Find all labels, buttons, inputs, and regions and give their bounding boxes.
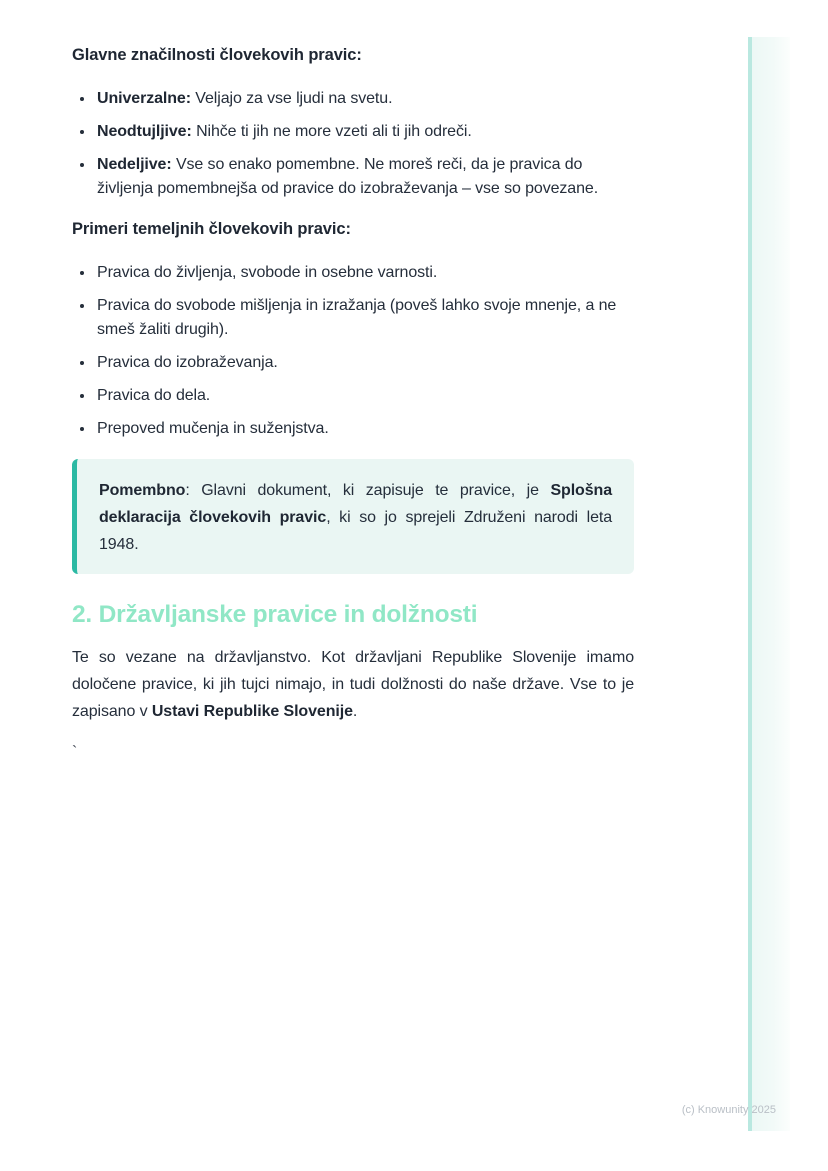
section2-heading: 2. Državljanske pravice in dolžnosti xyxy=(72,601,478,628)
list-item xyxy=(95,120,634,144)
document-content xyxy=(72,45,634,765)
callout-text: : Glavni dokument, ki zapisuje te pravice, je xyxy=(185,482,551,499)
copyright-footer: (c) Knowunity 2025 xyxy=(681,1104,776,1116)
list-item: • Prepoved mučenja in suženjstva. xyxy=(95,417,634,441)
features-list xyxy=(72,87,634,201)
list-item: • Pravica do izobraževanja. xyxy=(95,351,634,375)
list-item: • Pravica do življenja, svobode in osebne varnosti. xyxy=(95,261,634,285)
list-item-lead: Univerzalne: xyxy=(97,90,191,107)
list-item-lead: Nedeljive: xyxy=(97,156,172,173)
callout-lead: Pomembno xyxy=(99,482,186,499)
list-item xyxy=(95,87,634,111)
paragraph-text-end: . xyxy=(352,703,358,720)
features-heading: Glavne značilnosti človekovih pravic: xyxy=(72,46,362,64)
examples-list xyxy=(72,261,634,441)
list-item: • Pravica do svobode mišljenja in izražanja (poveš lahko svoje mnenje, a ne smeš žaliti drugih). xyxy=(95,294,634,342)
next-page-edge xyxy=(748,37,790,1131)
list-item xyxy=(95,153,634,201)
important-callout xyxy=(72,459,634,574)
callout-text-end: , ki so jo sprejeli Združeni narodi leta 1948. xyxy=(99,509,613,553)
stray-backtick: ` xyxy=(72,744,78,761)
paragraph-bold-term: Ustavi Republike Slovenije xyxy=(151,703,353,720)
list-item-text: Vse so enako pomembne. Ne moreš reči, da je pravica do življenja pomembnejša od pravice do izobraževanja – vse so povezane. xyxy=(97,156,599,197)
examples-heading: Primeri temeljnih človekovih pravic: xyxy=(72,220,351,238)
section2-paragraph xyxy=(72,644,634,725)
list-item-text: Veljajo za vse ljudi na svetu. xyxy=(190,90,393,107)
list-item-lead: Neodtujljive: xyxy=(97,123,192,140)
callout-bold-term: Splošna deklaracija človekovih pravic xyxy=(99,482,612,526)
list-item-text: Nihče ti jih ne more vzeti ali ti jih odreči. xyxy=(191,123,472,140)
paragraph-text: Te so vezane na državljanstvo. Kot državljani Republike Slovenije imamo določene pravice, ki jih tujci nimajo, in tudi dolžnosti do naše države. Vse to je zapisano v xyxy=(72,649,634,720)
list-item: • Pravica do dela. xyxy=(95,384,634,408)
